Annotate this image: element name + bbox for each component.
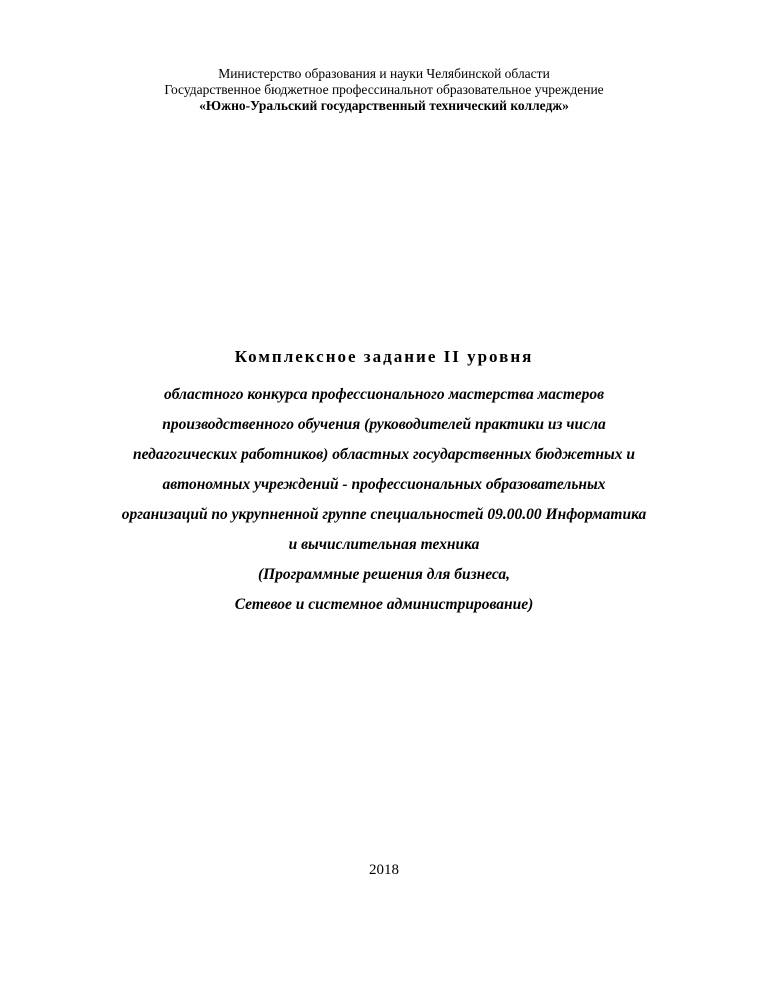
document-header <box>0 66 768 114</box>
subtitle-line: педагогических работников) областных государственных бюджетных и <box>133 446 635 463</box>
college-name-line: «Южно-Уральский государственный технический колледж» <box>199 98 569 113</box>
subtitle-line: (Программные решения для бизнеса, <box>257 566 511 583</box>
subtitle-line: организаций по укрупненной группе специальностей 09.00.00 Информатика <box>121 506 647 523</box>
document-title: Комплексное задание II уровня <box>234 347 534 366</box>
subtitle-line: и вычислительная техника <box>288 536 480 553</box>
subtitle-line: Сетевое и системное администрирование) <box>234 596 534 613</box>
subtitle-line: областного конкурса профессионального мастерства мастеров <box>163 386 605 403</box>
document-year: 2018 <box>369 862 399 878</box>
institution-type-line: Государственное бюджетное профессинальнот образовательное учреждение <box>164 82 604 97</box>
subtitle-line: производственного обучения (руководителей практики из числа <box>162 416 606 433</box>
ministry-line: Министерство образования и науки Челябинской области <box>218 66 550 81</box>
subtitle-line: автономных учреждений - профессиональных образовательных <box>162 476 606 493</box>
document-subtitle <box>60 380 708 620</box>
